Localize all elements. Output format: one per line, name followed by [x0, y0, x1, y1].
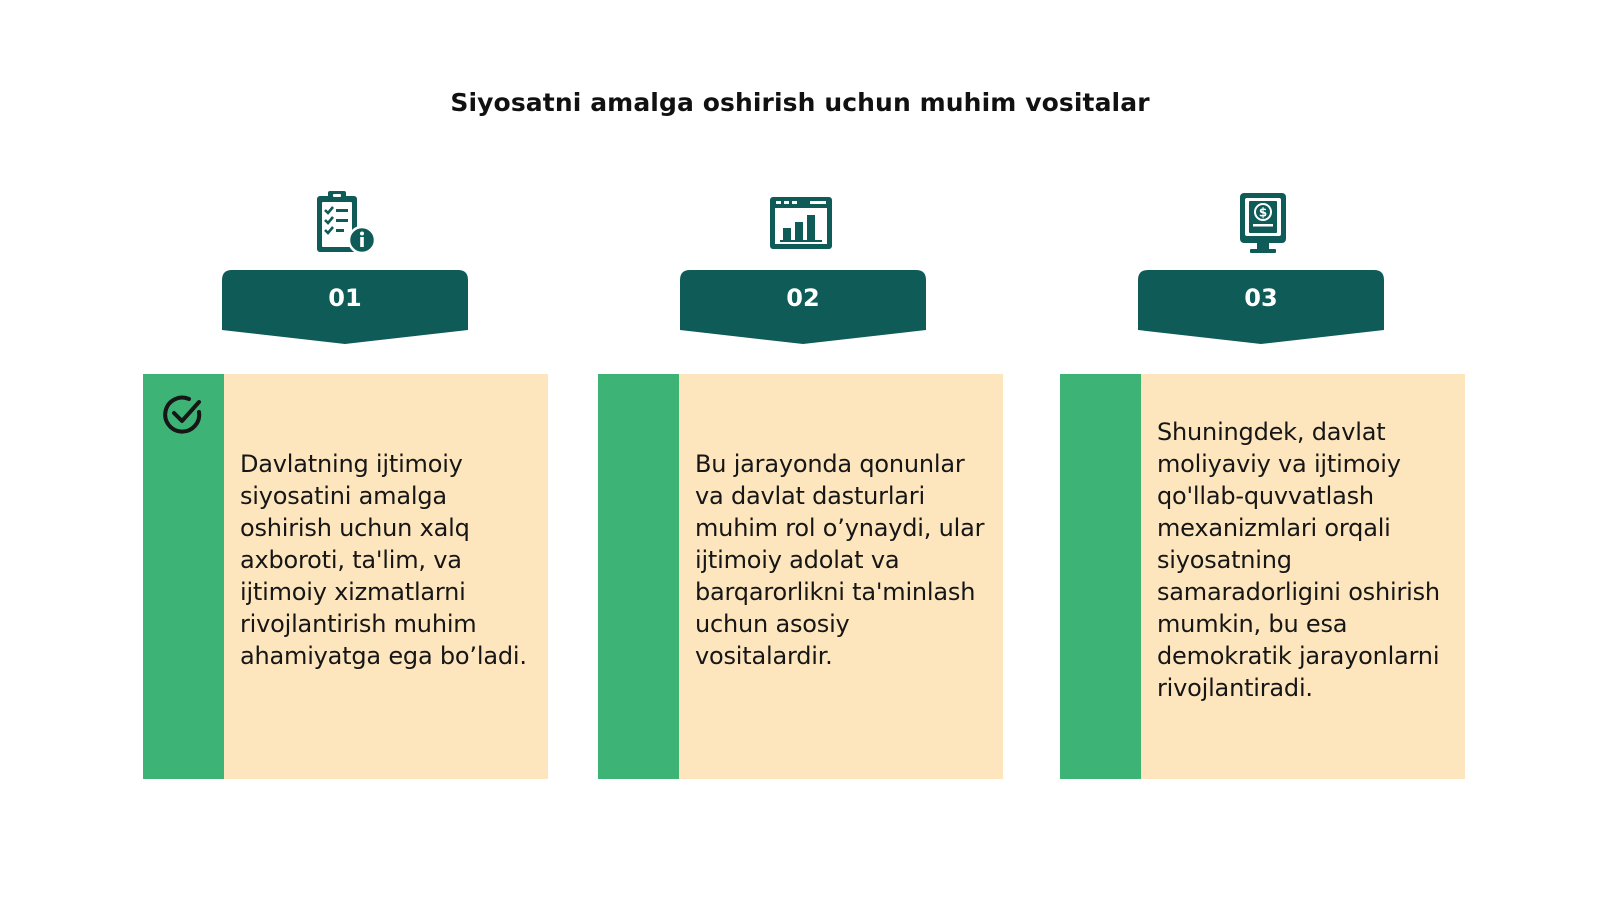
- step-tag-03: [1138, 270, 1384, 346]
- step-tag-02: [680, 270, 926, 346]
- card-accent-strip: [1060, 374, 1141, 779]
- card-panel: [224, 374, 548, 779]
- step-card-02: [598, 374, 1003, 779]
- clipboard-checklist-info-icon: [311, 188, 381, 258]
- check-circle-icon: [161, 392, 205, 436]
- browser-bar-chart-icon: [766, 188, 836, 258]
- step-number: 03: [1244, 284, 1278, 312]
- monitor-dollar-icon: [1228, 188, 1298, 258]
- step-number: 01: [328, 284, 362, 312]
- card-panel: [679, 374, 1003, 779]
- page-title: Siyosatni amalga oshirish uchun muhim vositalar: [450, 88, 1150, 117]
- card-panel: [1141, 374, 1465, 779]
- card-accent-strip: [598, 374, 679, 779]
- step-card-03: [1060, 374, 1465, 779]
- step-description: Bu jarayonda qonunlar va davlat dasturlari muhim rol o’ynaydi, ular ijtimoiy adolat va barqarorlikni ta'minlash uchun asosiy vositalardir.: [695, 450, 985, 670]
- card-accent-strip: [143, 374, 224, 779]
- step-description: Shuningdek, davlat moliyaviy va ijtimoiy qo'llab-quvvatlash mexanizmlari orqali siyosatning samaradorligini oshirish mumkin, bu esa demokratik jarayonlarni rivojlantiradi.: [1157, 418, 1440, 702]
- step-tag-01: [222, 270, 468, 346]
- step-card-01: [143, 374, 548, 779]
- step-description: Davlatning ijtimoiy siyosatini amalga oshirish uchun xalq axboroti, ta'lim, va ijtimoiy xizmatlarni rivojlantirish muhim ahamiyatga ega bo’ladi.: [240, 450, 527, 670]
- step-number: 02: [786, 284, 820, 312]
- svg-text:$: $: [1258, 205, 1268, 220]
